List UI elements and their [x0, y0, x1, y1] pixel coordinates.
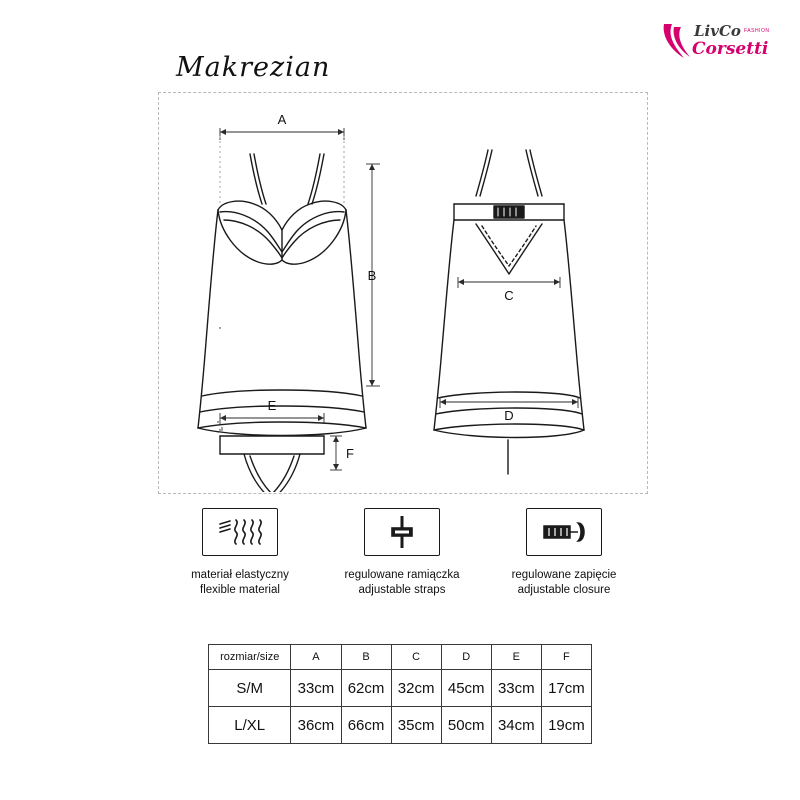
feature-caption-en: adjustable closure [517, 584, 611, 596]
feature-caption-en: flexible material [200, 584, 280, 596]
svg-text:FASHION: FASHION [744, 28, 770, 34]
table-header-a: A [291, 645, 341, 670]
feature-caption-pl: regulowane zapięcie [511, 569, 617, 581]
product-title: Makrezian [176, 52, 331, 83]
table-cell-size: L/XL [209, 707, 291, 744]
feature-adjustable-closure [484, 508, 644, 618]
table-header-row [209, 645, 592, 670]
table-header-f: F [541, 645, 591, 670]
table-row [209, 707, 592, 744]
dimension-label-e: E [267, 398, 277, 413]
feature-list [160, 508, 644, 618]
svg-text:LivCo: LivCo [694, 22, 741, 40]
adjustable-straps-icon [364, 508, 440, 556]
size-table [208, 644, 592, 744]
table-cell-b: 66cm [341, 707, 391, 744]
dimension-label-d: D [504, 408, 514, 423]
table-cell-f: 17cm [541, 670, 591, 707]
feature-flexible-material [160, 508, 320, 618]
elastic-material-icon [202, 508, 278, 556]
table-cell-c: 35cm [391, 707, 441, 744]
table-header-e: E [491, 645, 541, 670]
adjustable-closure-icon [526, 508, 602, 556]
table-cell-a: 33cm [291, 670, 341, 707]
feature-caption [344, 568, 459, 598]
feature-adjustable-straps [322, 508, 482, 618]
brand-logo [658, 18, 778, 64]
table-cell-b: 62cm [341, 670, 391, 707]
svg-text:Corsetti: Corsetti [692, 39, 769, 59]
table-cell-d: 45cm [441, 670, 491, 707]
table-cell-e: 34cm [491, 707, 541, 744]
dimension-label-c: C [504, 288, 514, 303]
feature-caption [512, 568, 617, 598]
feature-caption-pl: materiał elastyczny [191, 569, 289, 581]
dimension-label-a: A [277, 112, 287, 127]
table-row [209, 670, 592, 707]
table-header-d: D [441, 645, 491, 670]
feature-caption [191, 568, 289, 598]
feature-caption-en: adjustable straps [358, 584, 446, 596]
table-header-c: C [391, 645, 441, 670]
table-cell-c: 32cm [391, 670, 441, 707]
dimension-label-b: B [367, 268, 377, 283]
table-cell-e: 33cm [491, 670, 541, 707]
table-cell-f: 19cm [541, 707, 591, 744]
table-cell-d: 50cm [441, 707, 491, 744]
feature-caption-pl: regulowane ramiączka [344, 569, 460, 581]
table-cell-a: 36cm [291, 707, 341, 744]
dimension-label-f: F [346, 446, 354, 461]
table-cell-size: S/M [209, 670, 291, 707]
technical-drawing [158, 92, 646, 492]
table-header-b: B [341, 645, 391, 670]
table-header-size: rozmiar/size [209, 645, 291, 670]
